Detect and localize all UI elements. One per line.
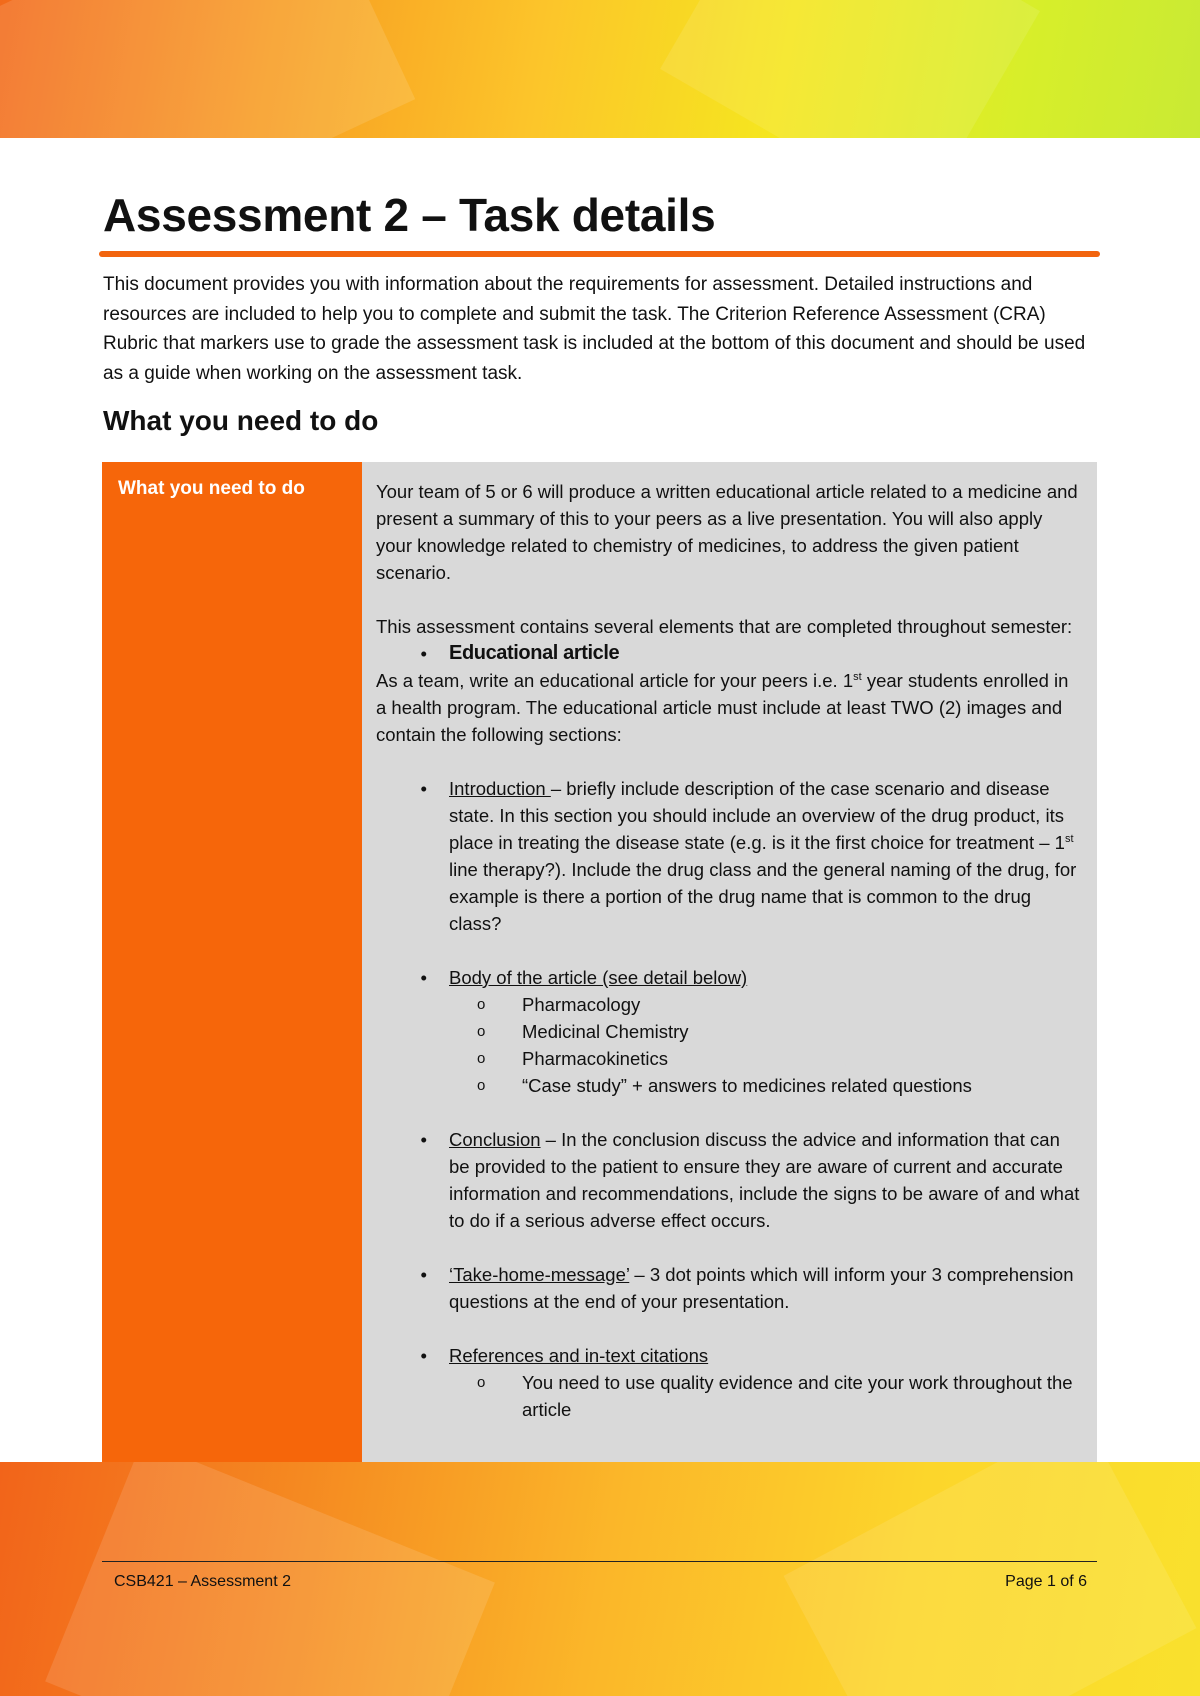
page-title: Assessment 2 – Task details (103, 189, 716, 241)
bullet-icon: • (420, 1264, 427, 1285)
footer-divider (102, 1561, 1097, 1562)
bullet-icon: • (420, 643, 427, 664)
sub-bullet-icon: o (477, 1374, 486, 1391)
sub-list-item: o Pharmacokinetics (376, 1045, 1083, 1072)
bullet-icon: • (420, 778, 427, 799)
sub-list-item: o Pharmacology (376, 991, 1083, 1018)
elements-paragraph: This assessment contains several elements that are completed throughout semester: (376, 616, 1073, 637)
sub-list-item: o “Case study” + answers to medicines related questions (376, 1072, 1083, 1099)
task-label: What you need to do (118, 478, 305, 499)
sub-bullet-icon: o (477, 1077, 486, 1094)
task-overview-paragraph: Your team of 5 or 6 will produce a written educational article related to a medicine and present a summary of this to your peers as a live presentation. You will also apply your knowledge related to chemistry of medicines, to address the given patient scenario. (376, 481, 1078, 583)
take-home-message-item: ‘Take-home-message’ – 3 dot points which will inform your 3 comprehension questions at the end of your presentation. (449, 1264, 1074, 1312)
sub-bullet-icon: o (477, 1023, 486, 1040)
conclusion-label: Conclusion (449, 1129, 541, 1150)
banner-decoration (660, 0, 1040, 138)
bullet-icon: • (420, 967, 427, 988)
take-home-message-label: ‘Take-home-message’ (449, 1264, 630, 1285)
banner-decoration (784, 1462, 1197, 1696)
sub-bullet-icon: o (477, 1050, 486, 1067)
bullet-icon: • (420, 1129, 427, 1150)
list-item (376, 1261, 1083, 1315)
references-label: References and in-text citations (449, 1345, 709, 1366)
task-label-cell (102, 462, 362, 1554)
list-item (376, 1126, 1083, 1234)
footer-page-number: Page 1 of 6 (1005, 1573, 1087, 1590)
educational-article-paragraph: As a team, write an educational article for your peers i.e. 1st year students enrolled in a health program. The educational article must include at least TWO (2) images and contain the following sections: (376, 670, 1069, 745)
body-label: Body of the article (see detail below) (449, 967, 748, 988)
list-item (376, 640, 1083, 667)
list-item (376, 775, 1083, 937)
header-banner (0, 0, 1200, 138)
introduction-label: Introduction (449, 778, 551, 799)
intro-paragraph: This document provides you with information about the requirements for assessment. Detailed instructions and resources are included to help you to complete and submit the task. The Criterion Reference Assessment (CRA) Rubric that markers use to grade the assessment task is included at the bottom of this document and should be used as a guide when working on the assessment task. (103, 274, 1086, 384)
educational-article-heading: Educational article (449, 642, 620, 664)
sub-list-item: o Medicinal Chemistry (376, 1018, 1083, 1045)
introduction-item: Introduction – briefly include description of the case scenario and disease state. In this section you should include an overview of the drug product, its place in treating the disease state (e.g. is it the first choice for treatment – 1st line therapy?). Include the drug class and the general naming of the drug, for example is there a portion of the drug name that is common to the drug class? (449, 778, 1077, 934)
bullet-icon: • (420, 1345, 427, 1366)
list-item (376, 1342, 1083, 1369)
section-heading: What you need to do (103, 405, 379, 436)
title-underline (99, 251, 1100, 257)
task-table (102, 462, 1097, 1554)
sub-bullet-icon: o (477, 996, 486, 1013)
conclusion-item: Conclusion – In the conclusion discuss the advice and information that can be provided to the patient to ensure they are aware of current and accurate information and recommendations, include the signs to be aware of and what to do if a serious adverse effect occurs. (449, 1129, 1080, 1231)
footer-course-code: CSB421 – Assessment 2 (114, 1573, 291, 1590)
task-content-cell (362, 462, 1097, 1554)
banner-decoration (0, 0, 415, 138)
sub-list-item: o You need to use quality evidence and cite your work throughout the article (376, 1369, 1083, 1423)
list-item (376, 964, 1083, 991)
